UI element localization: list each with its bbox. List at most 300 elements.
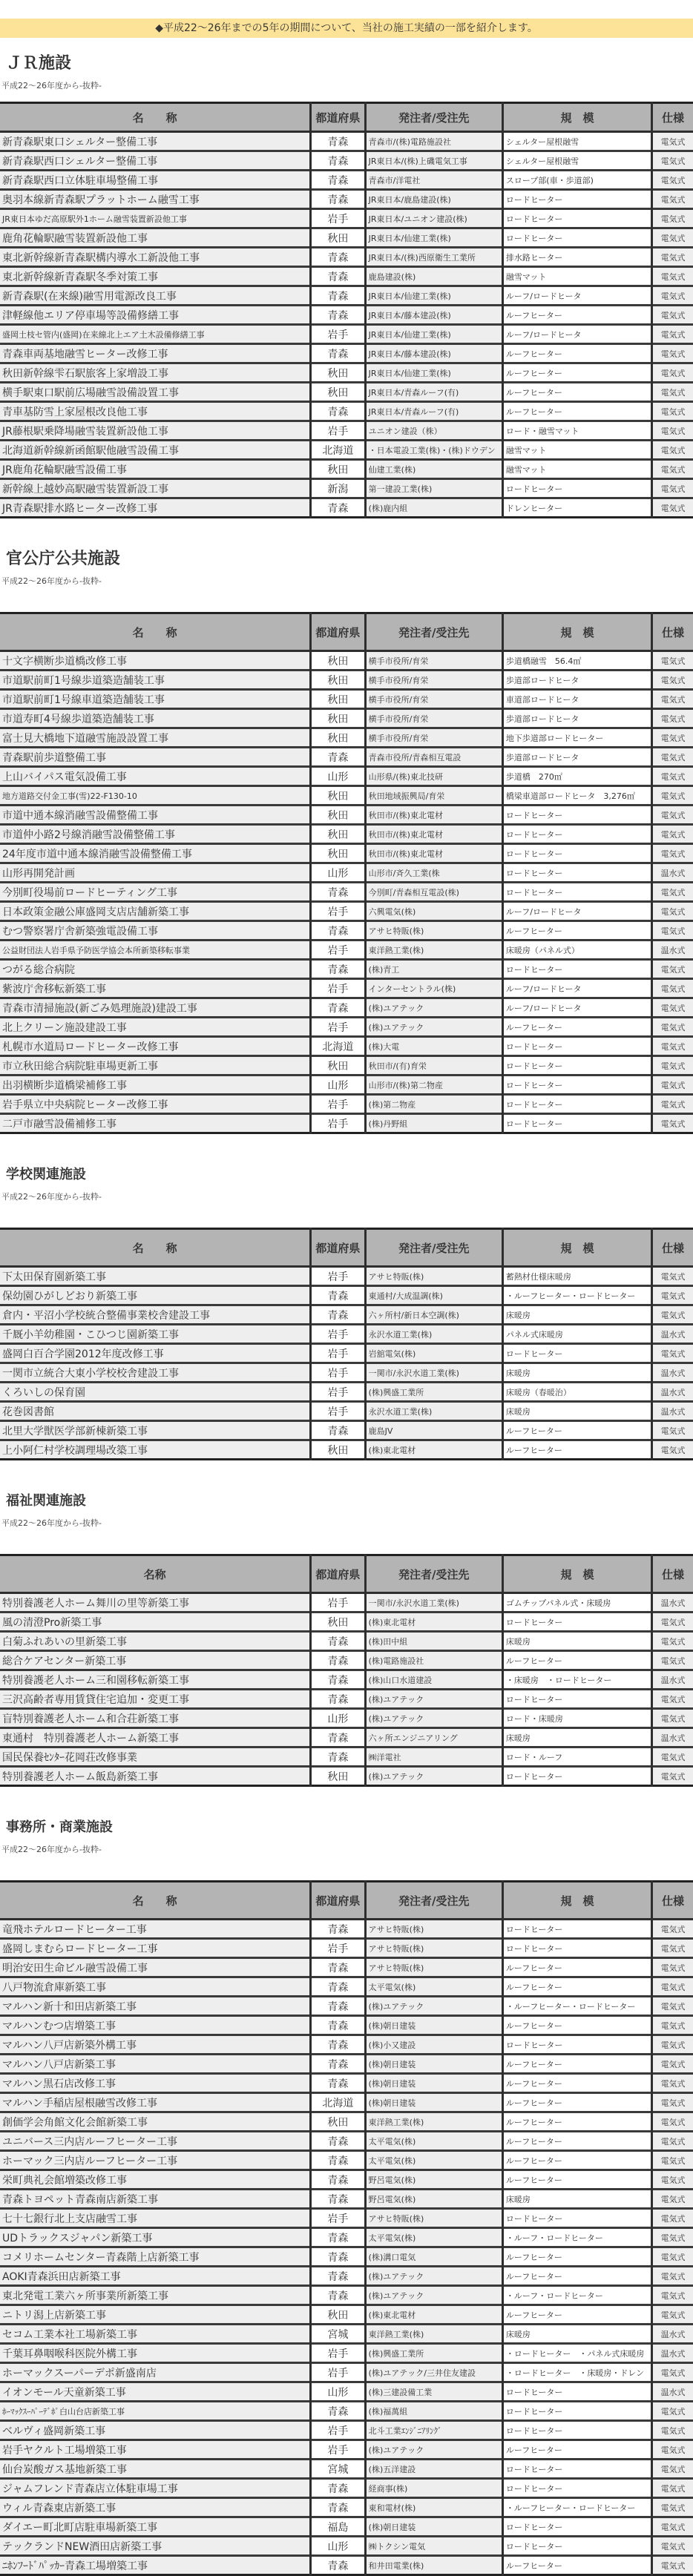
cell-pref: 秋田 bbox=[311, 228, 365, 248]
cell-spec: 電気式 bbox=[652, 479, 693, 498]
cell-name: JR鹿角花輪駅融雪設備工事 bbox=[0, 460, 311, 479]
cell-pref: 青森 bbox=[311, 2132, 365, 2151]
cell-pref: 青森 bbox=[311, 2228, 365, 2247]
cell-pref: 秋田 bbox=[311, 1613, 365, 1632]
cell-name: 鹿角花輪駅融雪装置新設他工事 bbox=[0, 228, 311, 248]
table-row bbox=[0, 2035, 693, 2055]
spacer bbox=[0, 93, 693, 102]
cell-client: JR東日本/仙建工業(株) bbox=[365, 363, 502, 383]
cell-name: 東北新幹線新青森駅冬季対策工事 bbox=[0, 267, 311, 286]
cell-scale: ルーフヒーター bbox=[502, 2016, 651, 2035]
cell-name: ホーマックスーパーデポ新盛南店 bbox=[0, 2363, 311, 2382]
cell-name: 今別町役場前ロードヒーティング工事 bbox=[0, 883, 311, 902]
cell-client: 一関市/永沢水道工業(株) bbox=[365, 1363, 502, 1383]
cell-scale: ロードヒーター bbox=[502, 2402, 651, 2421]
table-row bbox=[0, 421, 693, 441]
table-row bbox=[0, 998, 693, 1018]
cell-scale: 床暖房 bbox=[502, 2190, 651, 2209]
cell-client: アサヒ特販(株) bbox=[365, 1958, 502, 1977]
cell-name: 秋田新幹線雫石駅旅客上家増設工事 bbox=[0, 363, 311, 383]
column-header-spec: 仕様 bbox=[652, 613, 693, 651]
cell-spec: 電気式 bbox=[652, 1939, 693, 1958]
cell-scale: 床暖房 bbox=[502, 1305, 651, 1325]
table-row bbox=[0, 844, 693, 863]
column-header-client: 発注者/受注先 bbox=[365, 613, 502, 651]
cell-name: 北上クリーン施設建設工事 bbox=[0, 1018, 311, 1037]
table-row bbox=[0, 2440, 693, 2460]
section-title: 福祉関連施設 bbox=[6, 1493, 86, 1509]
table-row bbox=[0, 2132, 693, 2151]
cell-spec: 電気式 bbox=[652, 960, 693, 979]
cell-pref: 山形 bbox=[311, 1075, 365, 1095]
cell-client: (株)朝日建装 bbox=[365, 2074, 502, 2093]
cell-pref: 青森 bbox=[311, 2151, 365, 2170]
cell-pref: 岩手 bbox=[311, 2209, 365, 2228]
cell-name: 紫波庁舎移転新築工事 bbox=[0, 979, 311, 998]
table-row bbox=[0, 2460, 693, 2479]
table-row bbox=[0, 248, 693, 267]
cell-scale: ルーフヒーター bbox=[502, 2440, 651, 2460]
section-1 bbox=[0, 518, 693, 1134]
cell-spec: 電気式 bbox=[652, 1958, 693, 1977]
table-row bbox=[0, 325, 693, 344]
column-header-client: 発注者/受注先 bbox=[365, 103, 502, 132]
cell-spec: 電気式 bbox=[652, 786, 693, 806]
cell-spec: 電気式 bbox=[652, 1037, 693, 1056]
cell-name: イオンモール天童新築工事 bbox=[0, 2382, 311, 2402]
cell-pref: 青森 bbox=[311, 306, 365, 325]
cell-spec: 温水式 bbox=[652, 863, 693, 883]
cell-scale: ルーフヒーター bbox=[502, 363, 651, 383]
cell-pref: 岩手 bbox=[311, 979, 365, 998]
table-row bbox=[0, 863, 693, 883]
cell-spec: 電気式 bbox=[652, 1305, 693, 1325]
cell-spec: 電気式 bbox=[652, 2016, 693, 2035]
cell-scale: ロードヒーター bbox=[502, 479, 651, 498]
table-row bbox=[0, 2498, 693, 2517]
cell-spec: 電気式 bbox=[652, 1767, 693, 1786]
cell-scale: ルーフ/ロードヒータ bbox=[502, 286, 651, 306]
cell-client: 経商事(株) bbox=[365, 2479, 502, 2498]
cell-client: (株)朝日建装 bbox=[365, 2093, 502, 2112]
cell-spec: 電気式 bbox=[652, 1440, 693, 1460]
cell-name: 仙台炭酸ガス基地新築工事 bbox=[0, 2460, 311, 2479]
cell-scale: ルーフヒーター bbox=[502, 2305, 651, 2325]
cell-spec: 電気式 bbox=[652, 190, 693, 209]
cell-pref: 青森 bbox=[311, 960, 365, 979]
cell-pref: 岩手 bbox=[311, 1018, 365, 1037]
cell-scale: ルーフヒーター bbox=[502, 2267, 651, 2286]
cell-client: 六ヶ所エンジニアリング bbox=[365, 1728, 502, 1747]
cell-pref: 青森 bbox=[311, 2170, 365, 2190]
cell-scale: ロードヒーター bbox=[502, 1037, 651, 1056]
table-row bbox=[0, 2286, 693, 2305]
cell-pref: 新潟 bbox=[311, 479, 365, 498]
table-row bbox=[0, 748, 693, 767]
cell-name: マルハン八戸店新築外構工事 bbox=[0, 2035, 311, 2055]
cell-pref: 秋田 bbox=[311, 806, 365, 825]
cell-client: JR東日本/藤本建設(株) bbox=[365, 344, 502, 363]
cell-name: 東通村 特別養護老人ホーム新築工事 bbox=[0, 1728, 311, 1747]
cell-scale: ロードヒーター bbox=[502, 1690, 651, 1709]
works-table bbox=[0, 1554, 693, 1787]
table-row bbox=[0, 498, 693, 518]
cell-scale: ロード・床暖房 bbox=[502, 1709, 651, 1728]
table-row bbox=[0, 825, 693, 844]
cell-pref: 福島 bbox=[311, 2517, 365, 2537]
table-row bbox=[0, 767, 693, 786]
cell-name: JR東日本ゆだ高原駅外1ホーム融雪装置新設他工事 bbox=[0, 209, 311, 228]
table-header-row bbox=[0, 1882, 693, 1920]
cell-scale: ルーフ/ロードヒータ bbox=[502, 902, 651, 921]
cell-pref: 秋田 bbox=[311, 2112, 365, 2132]
cell-client: (株)東北電材 bbox=[365, 1613, 502, 1632]
cell-pref: 秋田 bbox=[311, 671, 365, 690]
cell-pref: 青森 bbox=[311, 1728, 365, 1747]
cell-scale: 歩道橋 270㎡ bbox=[502, 767, 651, 786]
cell-client: 東洋熱工業(株) bbox=[365, 941, 502, 960]
cell-pref: 北海道 bbox=[311, 441, 365, 460]
cell-spec: 温水式 bbox=[652, 1593, 693, 1613]
cell-spec: 温水式 bbox=[652, 1728, 693, 1747]
cell-scale: ルーフヒーター bbox=[502, 2093, 651, 2112]
cell-name: マルハンむつ店増築工事 bbox=[0, 2016, 311, 2035]
table-row bbox=[0, 2382, 693, 2402]
cell-client: (株)田中組 bbox=[365, 1632, 502, 1651]
cell-scale: ロードヒーター bbox=[502, 2382, 651, 2402]
column-header-pref: 都道府県 bbox=[311, 1882, 365, 1920]
table-row bbox=[0, 1383, 693, 1402]
table-row bbox=[0, 1305, 693, 1325]
table-row bbox=[0, 1747, 693, 1767]
cell-scale: ロードヒーター bbox=[502, 1075, 651, 1095]
cell-scale: 蓄熱材仕様床暖房 bbox=[502, 1267, 651, 1286]
table-row bbox=[0, 1286, 693, 1305]
cell-pref: 秋田 bbox=[311, 1767, 365, 1786]
cell-spec: 温水式 bbox=[652, 1670, 693, 1690]
cell-spec: 電気式 bbox=[652, 441, 693, 460]
cell-client: 一関市/永沢水道工業(株) bbox=[365, 1593, 502, 1613]
cell-pref: 青森 bbox=[311, 1286, 365, 1305]
table-row bbox=[0, 671, 693, 690]
section-title: 官公庁公共施設 bbox=[6, 550, 121, 568]
cell-client: (株)ユアテック bbox=[365, 2286, 502, 2305]
cell-client: JR東日本/ユニオン建設(株) bbox=[365, 209, 502, 228]
cell-name: 上小阿仁村学校調理場改築工事 bbox=[0, 1440, 311, 1460]
cell-spec: 電気式 bbox=[652, 2440, 693, 2460]
column-header-spec: 仕様 bbox=[652, 1882, 693, 1920]
cell-scale: ルーフヒーター bbox=[502, 2247, 651, 2267]
page bbox=[0, 19, 693, 2576]
cell-spec: 電気式 bbox=[652, 248, 693, 267]
column-header-spec: 仕様 bbox=[652, 1555, 693, 1593]
cell-pref: 宮城 bbox=[311, 2325, 365, 2344]
cell-pref: 北海道 bbox=[311, 2093, 365, 2112]
cell-name: つがる総合病院 bbox=[0, 960, 311, 979]
cell-client: ㈱洋電社 bbox=[365, 1747, 502, 1767]
cell-pref: 青森 bbox=[311, 2402, 365, 2421]
cell-client: (株)大電 bbox=[365, 1037, 502, 1056]
cell-spec: 電気式 bbox=[652, 2074, 693, 2093]
table-row bbox=[0, 2209, 693, 2228]
cell-name: ﾆﾎﾝﾌｰﾄﾞﾊﾟｯｶｰ青森工場増築工事 bbox=[0, 2556, 311, 2575]
cell-spec: 電気式 bbox=[652, 1632, 693, 1651]
cell-client: JR東日本/仙建工業(株) bbox=[365, 286, 502, 306]
cell-name: 奥羽本線新青森駅プラットホーム融雪工事 bbox=[0, 190, 311, 209]
section-subtitle: 平成22～26年度から-抜粋- bbox=[1, 1845, 102, 1854]
cell-client: (株)東北電材 bbox=[365, 2305, 502, 2325]
cell-name: 白菊ふれあいの里新築工事 bbox=[0, 1632, 311, 1651]
cell-pref: 岩手 bbox=[311, 941, 365, 960]
cell-client: (株)興盛工業所 bbox=[365, 1383, 502, 1402]
cell-client: 秋田市/(有)育栄 bbox=[365, 1056, 502, 1075]
cell-name: 特別養護老人ホーム三和園移転新築工事 bbox=[0, 1670, 311, 1690]
cell-client: 青森市/洋電社 bbox=[365, 171, 502, 190]
cell-pref: 秋田 bbox=[311, 460, 365, 479]
cell-pref: 北海道 bbox=[311, 1037, 365, 1056]
column-header-client: 発注者/受注先 bbox=[365, 1555, 502, 1593]
cell-pref: 岩手 bbox=[311, 325, 365, 344]
cell-pref: 青森 bbox=[311, 2498, 365, 2517]
column-header-pref: 都道府県 bbox=[311, 613, 365, 651]
table-row bbox=[0, 2074, 693, 2093]
column-header-name: 名 称 bbox=[0, 1882, 311, 1920]
table-row bbox=[0, 2247, 693, 2267]
cell-pref: 岩手 bbox=[311, 209, 365, 228]
cell-scale: ルーフヒーター bbox=[502, 2151, 651, 2170]
cell-scale: ルーフヒーター bbox=[502, 921, 651, 941]
cell-name: 千葉耳鼻咽喉科医院外構工事 bbox=[0, 2344, 311, 2363]
cell-spec: 電気式 bbox=[652, 2305, 693, 2325]
column-header-name: 名 称 bbox=[0, 1229, 311, 1267]
table-row bbox=[0, 1767, 693, 1786]
cell-name: 青車基防雪上家屋根改良他工事 bbox=[0, 402, 311, 421]
cell-client: 山形県/(株)東北技研 bbox=[365, 767, 502, 786]
section-subtitle: 平成22～26年度から-抜粋- bbox=[1, 81, 102, 90]
cell-client: 横手市役所/育栄 bbox=[365, 728, 502, 748]
cell-scale: ロードヒーター bbox=[502, 1767, 651, 1786]
cell-spec: 電気式 bbox=[652, 1095, 693, 1114]
cell-scale: ルーフヒーター bbox=[502, 2074, 651, 2093]
cell-spec: 電気式 bbox=[652, 921, 693, 941]
column-header-scale: 規 模 bbox=[502, 1555, 651, 1593]
cell-name: 市道中通本線消融雪設備整備工事 bbox=[0, 806, 311, 825]
cell-scale: 地下歩道部ロードヒーター bbox=[502, 728, 651, 748]
cell-name: 盛岡白百合学園2012年度改修工事 bbox=[0, 1344, 311, 1363]
cell-name: AOKI青森浜田店新築工事 bbox=[0, 2267, 311, 2286]
cell-pref: 青森 bbox=[311, 267, 365, 286]
cell-name: 特別養護老人ホーム舞川の里等新築工事 bbox=[0, 1593, 311, 1613]
cell-spec: 電気式 bbox=[652, 2209, 693, 2228]
cell-scale: 床暖房（春暖治） bbox=[502, 1383, 651, 1402]
cell-name: 盲特別養護老人ホーム和合荘新築工事 bbox=[0, 1709, 311, 1728]
cell-client: (株)電路施設社 bbox=[365, 1651, 502, 1670]
cell-name: 岩手ヤクルト工場増築工事 bbox=[0, 2440, 311, 2460]
cell-client: (株)丹野組 bbox=[365, 1114, 502, 1133]
cell-pref: 岩手 bbox=[311, 1402, 365, 1421]
table-row bbox=[0, 1593, 693, 1613]
works-table bbox=[0, 1228, 693, 1460]
cell-scale: ロードヒーター bbox=[502, 1939, 651, 1958]
cell-pref: 岩手 bbox=[311, 1344, 365, 1363]
cell-name: JR青森駅排水路ヒーター改修工事 bbox=[0, 498, 311, 518]
cell-client: (株)三建設備工業 bbox=[365, 2382, 502, 2402]
spacer bbox=[0, 1134, 693, 1158]
cell-name: 一関市立統合大東小学校校舎建設工事 bbox=[0, 1363, 311, 1383]
cell-scale: ・ルーフヒーター・ロードヒーター bbox=[502, 1286, 651, 1305]
table-row bbox=[0, 2112, 693, 2132]
cell-client: JR東日本/青森ルーフ(有) bbox=[365, 383, 502, 402]
cell-client: アサヒ特販(株) bbox=[365, 1267, 502, 1286]
cell-name: 横手駅東口駅前広場融雪設備設置工事 bbox=[0, 383, 311, 402]
cell-client: (株)溝口電気 bbox=[365, 2247, 502, 2267]
cell-client: (株)東北電材 bbox=[365, 1440, 502, 1460]
cell-pref: 青森 bbox=[311, 2286, 365, 2305]
cell-scale: ロードヒーター bbox=[502, 2537, 651, 2556]
cell-name: 風の清澄Pro新築工事 bbox=[0, 1613, 311, 1632]
cell-scale: ロードヒーター bbox=[502, 209, 651, 228]
works-table bbox=[0, 102, 693, 518]
column-header-scale: 規 模 bbox=[502, 613, 651, 651]
cell-name: 新幹線上越妙高駅融雪装置新設工事 bbox=[0, 479, 311, 498]
cell-name: 公益財団法人岩手県予防医学協会本所新築移転事業 bbox=[0, 941, 311, 960]
cell-client: (株)小又建設 bbox=[365, 2035, 502, 2055]
cell-pref: 秋田 bbox=[311, 363, 365, 383]
cell-name: 創価学会角館文化会館新築工事 bbox=[0, 2112, 311, 2132]
cell-scale: ロードヒーター bbox=[502, 228, 651, 248]
cell-spec: 電気式 bbox=[652, 2498, 693, 2517]
cell-name: ジャムフレンド青森店立体駐車場工事 bbox=[0, 2479, 311, 2498]
cell-spec: 電気式 bbox=[652, 2151, 693, 2170]
cell-scale: ルーフヒーター bbox=[502, 2170, 651, 2190]
column-header-name: 名 称 bbox=[0, 613, 311, 651]
cell-pref: 岩手 bbox=[311, 2363, 365, 2382]
cell-spec: 電気式 bbox=[652, 2402, 693, 2421]
section-subtitle: 平成22～26年度から-抜粋- bbox=[1, 576, 102, 586]
column-header-pref: 都道府県 bbox=[311, 1555, 365, 1593]
cell-name: 市道寿町4号線歩道築造舗装工事 bbox=[0, 709, 311, 728]
cell-spec: 電気式 bbox=[652, 1997, 693, 2016]
cell-scale: ロードヒーター bbox=[502, 1920, 651, 1939]
cell-spec: 電気式 bbox=[652, 209, 693, 228]
table-row bbox=[0, 728, 693, 748]
cell-name: UDトラックスジャパン新築工事 bbox=[0, 2228, 311, 2247]
cell-client: 秋田市/(株)東北電材 bbox=[365, 825, 502, 844]
table-row bbox=[0, 132, 693, 151]
cell-spec: 電気式 bbox=[652, 1747, 693, 1767]
cell-client: 野呂電気(株) bbox=[365, 2170, 502, 2190]
column-header-scale: 規 模 bbox=[502, 1882, 651, 1920]
cell-client: (株)ユアテック bbox=[365, 998, 502, 1018]
table-row bbox=[0, 383, 693, 402]
cell-name: ウィル青森東店新築工事 bbox=[0, 2498, 311, 2517]
cell-client: アサヒ特販(株) bbox=[365, 921, 502, 941]
table-row bbox=[0, 171, 693, 190]
table-row bbox=[0, 151, 693, 171]
cell-scale: ルーフヒーター bbox=[502, 1958, 651, 1977]
table-row bbox=[0, 941, 693, 960]
table-row bbox=[0, 2151, 693, 2170]
cell-client: 東洋熱工業(株) bbox=[365, 2112, 502, 2132]
cell-pref: 秋田 bbox=[311, 1056, 365, 1075]
cell-name: 千厩小羊幼稚園・こひつじ園新築工事 bbox=[0, 1325, 311, 1344]
cell-scale: ドレンヒーター bbox=[502, 498, 651, 518]
cell-client: ・日本電設工業(株)・(株)ドウデン bbox=[365, 441, 502, 460]
cell-name: 盛岡土枝セ管内(盛岡)在来線北上エア土木設備修繕工事 bbox=[0, 325, 311, 344]
cell-pref: 青森 bbox=[311, 1690, 365, 1709]
cell-spec: 温水式 bbox=[652, 2344, 693, 2363]
cell-pref: 山形 bbox=[311, 2382, 365, 2402]
cell-client: 太平電気(株) bbox=[365, 2151, 502, 2170]
cell-pref: 青森 bbox=[311, 921, 365, 941]
table-row bbox=[0, 2517, 693, 2537]
cell-client: (株)ユアテック/三井住友建設 bbox=[365, 2363, 502, 2382]
cell-scale: ロードヒーター bbox=[502, 1095, 651, 1114]
cell-name: 地方道路交付金工事(雪)22-F130-10 bbox=[0, 786, 311, 806]
cell-pref: 青森 bbox=[311, 1997, 365, 2016]
section-4 bbox=[0, 1787, 693, 2576]
cell-client: 太平電気(株) bbox=[365, 2228, 502, 2247]
cell-scale: ・ルーフヒーター・ロードヒーター bbox=[502, 2498, 651, 2517]
cell-name: マルハン八戸店新築工事 bbox=[0, 2055, 311, 2074]
cell-client: JR東日本/青森ルーフ(有) bbox=[365, 402, 502, 421]
cell-name: 市立秋田総合病院駐車場更新工事 bbox=[0, 1056, 311, 1075]
cell-scale: ロードヒーター bbox=[502, 2479, 651, 2498]
cell-pref: 秋田 bbox=[311, 651, 365, 671]
cell-scale: ロードヒーター bbox=[502, 960, 651, 979]
cell-name: コメリホームセンター青森階上店新築工事 bbox=[0, 2247, 311, 2267]
cell-spec: 電気式 bbox=[652, 2132, 693, 2151]
cell-scale: ロードヒーター bbox=[502, 2035, 651, 2055]
cell-name: 札幌市水道局ロードヒーター改修工事 bbox=[0, 1037, 311, 1056]
cell-spec: 電気式 bbox=[652, 2112, 693, 2132]
cell-pref: 山形 bbox=[311, 1709, 365, 1728]
cell-spec: 電気式 bbox=[652, 1267, 693, 1286]
cell-name: 十文字横断歩道橋改修工事 bbox=[0, 651, 311, 671]
cell-scale: シェルター屋根融雪 bbox=[502, 132, 651, 151]
cell-scale: ・ロードヒーター ・パネル式床暖房 bbox=[502, 2344, 651, 2363]
cell-client: (株)朝日建装 bbox=[365, 2055, 502, 2074]
column-header-spec: 仕様 bbox=[652, 1229, 693, 1267]
cell-client: 仙建工業(株) bbox=[365, 460, 502, 479]
section-3 bbox=[0, 1460, 693, 1787]
cell-spec: 電気式 bbox=[652, 1018, 693, 1037]
cell-pref: 青森 bbox=[311, 2267, 365, 2286]
cell-pref: 岩手 bbox=[311, 1593, 365, 1613]
cell-scale: ロードヒーター bbox=[502, 1056, 651, 1075]
cell-scale: 床暖房 bbox=[502, 1402, 651, 1421]
table-row bbox=[0, 1709, 693, 1728]
section-title: 事務所・商業施設 bbox=[6, 1819, 113, 1835]
cell-pref: 青森 bbox=[311, 1670, 365, 1690]
cell-scale: ・ロードヒーター ・床暖房・ドレン bbox=[502, 2363, 651, 2382]
cell-spec: 電気式 bbox=[652, 498, 693, 518]
cell-spec: 電気式 bbox=[652, 171, 693, 190]
cell-name: 出羽横断歩道橋梁補修工事 bbox=[0, 1075, 311, 1095]
cell-scale: ロードヒーター bbox=[502, 2460, 651, 2479]
table-row bbox=[0, 1325, 693, 1344]
cell-spec: 電気式 bbox=[652, 902, 693, 921]
table-row bbox=[0, 2537, 693, 2556]
table-row bbox=[0, 1114, 693, 1133]
cell-pref: 山形 bbox=[311, 2537, 365, 2556]
section-subtitle: 平成22～26年度から-抜粋- bbox=[1, 1518, 102, 1528]
cell-client: 今別町/青森相互電設(株) bbox=[365, 883, 502, 902]
cell-client: 青森市役所/青森相互電設 bbox=[365, 748, 502, 767]
cell-pref: 岩手 bbox=[311, 2440, 365, 2460]
cell-scale: 歩道部ロードヒータ bbox=[502, 748, 651, 767]
column-header-name: 名 称 bbox=[0, 103, 311, 132]
